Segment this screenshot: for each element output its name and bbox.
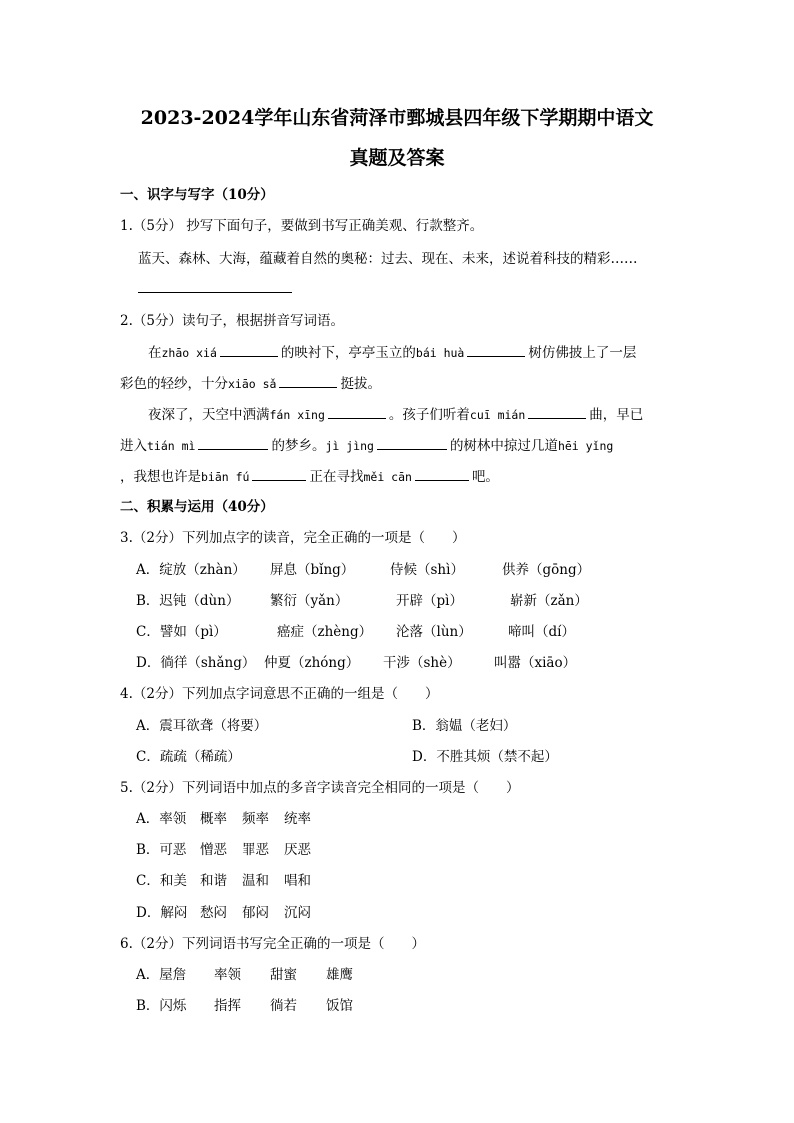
option-item: 崭新（zǎn） (510, 593, 588, 609)
option-item: 沉闷 (284, 905, 311, 921)
text: 在 (148, 345, 162, 361)
option-item: B．迟钝（dùn） (136, 593, 240, 609)
option-item: 啼叫（dí） (508, 624, 575, 640)
pinyin: měi cān (363, 470, 412, 484)
pinyin: hēi yǐng (557, 439, 614, 453)
option-item: 饭馆 (326, 998, 353, 1014)
answer-line[interactable] (138, 278, 292, 293)
pinyin: xiāo sǎ (228, 377, 277, 391)
option-item: D．解闷 (136, 905, 188, 921)
option-item: A．率领 (136, 811, 187, 827)
section-heading: 一、识字与写字（10分） (120, 187, 274, 203)
option-item: 癌症（zhèng） (277, 624, 373, 640)
answer-blank[interactable] (252, 466, 306, 481)
pinyin: biān fú (201, 470, 250, 484)
answer-blank[interactable] (528, 404, 586, 419)
text: 树仿佛披上了一层 (528, 345, 637, 361)
option-item: 沦落（lùn） (396, 624, 472, 640)
text: 夜深了，天空中洒满 (148, 407, 270, 423)
option-item: 概率 (200, 811, 227, 827)
option-item: 统率 (284, 811, 311, 827)
option-item: 指挥 (214, 998, 241, 1014)
option-item: 开辟（pì） (396, 593, 463, 609)
option-item: A．绽放（zhàn） (136, 562, 246, 578)
answer-blank[interactable] (328, 404, 386, 419)
option-b[interactable]: B．翁媪（老妇） (412, 718, 517, 734)
question-6-stem: 6.（2分）下列词语书写完全正确的一项是（ ） (120, 936, 425, 952)
option-item: 屏息（bǐng） (270, 562, 355, 578)
pinyin: fán xīng (269, 408, 325, 422)
pinyin: cuī mián (469, 408, 526, 422)
option-item: 郁闷 (242, 905, 269, 921)
question-5-stem: 5.（2分）下列词语中加点的多音字读音完全相同的一项是（ ） (120, 780, 520, 796)
option-item: 憎恶 (200, 842, 227, 858)
pinyin: zhāo xiá (161, 346, 217, 360)
question-2-paragraph (148, 404, 643, 425)
doc-title-line1: 2023-2024学年山东省菏泽市鄄城县四年级下学期期中语文 (140, 107, 654, 129)
answer-blank[interactable] (279, 373, 337, 388)
option-item: 和谐 (200, 873, 227, 889)
question-2-paragraph (120, 466, 499, 487)
pinyin: jì jìng (325, 439, 374, 453)
answer-blank[interactable] (415, 466, 469, 481)
option-item: 仲夏（zhóng） (264, 655, 360, 671)
section-heading: 二、积累与运用（40分） (120, 499, 274, 515)
question-1-stem: 1.（5分） 抄写下面句子，要做到书写正确美观、行款整齐。 (120, 218, 484, 234)
text: 的映衬下，亭亭玉立的 (280, 345, 416, 361)
option-item: B．闪烁 (136, 998, 187, 1014)
text: 吧。 (471, 469, 499, 485)
option-item: 厌恶 (284, 842, 311, 858)
question-2-paragraph (120, 435, 613, 456)
option-item: C．和美 (136, 873, 187, 889)
option-item: D．徜徉（shǎng） (136, 655, 256, 671)
text: 曲，早已 (589, 407, 644, 423)
option-item: 温和 (242, 873, 269, 889)
question-2-paragraph (148, 342, 636, 363)
option-item: A．屋詹 (136, 967, 187, 983)
text: 挺拔。 (340, 376, 381, 392)
text: 进入 (120, 438, 147, 454)
text: 正在寻找 (309, 469, 364, 485)
option-item: 叫嚣（xiāo） (494, 655, 577, 671)
option-c[interactable]: C．疏疏（稀疏） (136, 749, 241, 765)
pinyin: tián mì (147, 439, 196, 453)
text: ，我想也许是 (120, 469, 201, 485)
option-item: 罪恶 (242, 842, 269, 858)
option-item: 雄鹰 (326, 967, 353, 983)
option-item: B．可恶 (136, 842, 187, 858)
text: 的梦乡。 (271, 438, 326, 454)
answer-blank[interactable] (198, 435, 268, 450)
question-4-stem: 4.（2分）下列加点字词意思不正确的一组是（ ） (120, 686, 439, 702)
option-item: C．譬如（pì） (136, 624, 227, 640)
option-item: 愁闷 (200, 905, 227, 921)
pinyin: bái huà (415, 346, 465, 360)
question-2-paragraph (120, 373, 381, 394)
question-3-stem: 3.（2分）下列加点字的读音，完全正确的一项是（ ） (120, 530, 466, 546)
answer-blank[interactable] (220, 342, 278, 357)
text: 。孩子们听着 (388, 407, 470, 423)
text: 彩色的轻纱，十分 (120, 376, 228, 392)
question-1-sentence: 蓝天、森林、大海，蕴藏着自然的奥秘：过去、现在、未来，述说着科技的精彩…… (138, 251, 638, 267)
option-d[interactable]: D．不胜其烦（禁不起） (412, 749, 558, 765)
answer-blank[interactable] (467, 342, 525, 357)
option-item: 甜蜜 (270, 967, 297, 983)
option-item: 频率 (242, 811, 269, 827)
option-item: 侍候（shì） (390, 562, 464, 578)
option-item: 干涉（shè） (383, 655, 461, 671)
answer-blank[interactable] (377, 435, 447, 450)
option-item: 繁衍（yǎn） (270, 593, 349, 609)
option-item: 率领 (214, 967, 241, 983)
question-2-stem: 2.（5分）读句子，根据拼音写词语。 (120, 313, 344, 329)
option-item: 供养（gōng） (502, 562, 591, 578)
doc-title-line2: 真题及答案 (349, 147, 445, 169)
text: 的树林中掠过几道 (449, 438, 558, 454)
option-a[interactable]: A．震耳欲聋（将要） (136, 718, 268, 734)
option-item: 徜若 (270, 998, 297, 1014)
option-item: 唱和 (284, 873, 311, 889)
